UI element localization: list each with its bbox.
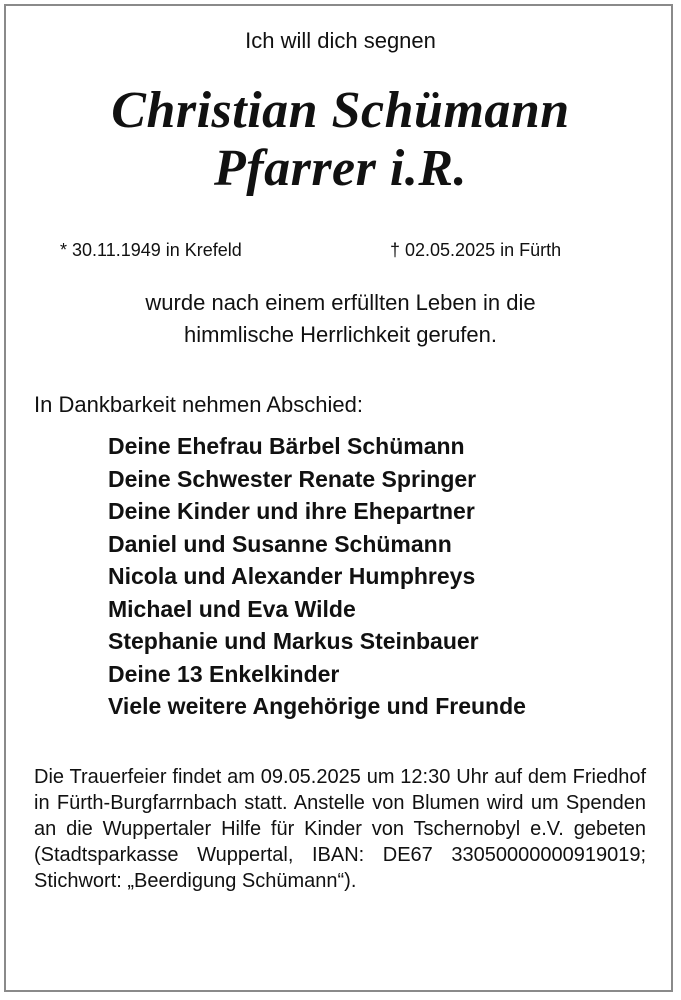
deceased-name-block (0, 82, 681, 198)
mourner-item: Deine 13 Enkelkinder (108, 660, 340, 687)
funeral-notice: Die Trauerfeier findet am 09.05.2025 um 12:30 Uhr auf dem Friedhof in Fürth-Burgfarrnbach statt. Anstelle von Blumen wird um Spenden an die Wuppertaler Hilfe für Kinder von Tschernobyl e.V. gebeten (Stadtsparkasse Wuppertal, IBAN: DE67 33050000000919019; Stichwort: „Beerdigung Schümann“). (34, 766, 646, 892)
birth-date: * 30.11.1949 in Krefeld (60, 240, 242, 260)
header-verse: Ich will dich segnen (245, 28, 436, 53)
mourner-item: Deine Ehefrau Bärbel Schümann (108, 433, 465, 459)
deceased-title: Pfarrer i.R. (214, 140, 467, 197)
death-date: † 02.05.2025 in Fürth (390, 240, 562, 260)
mourner-item: Stephanie und Markus Steinbauer (108, 628, 479, 654)
mourner-item: Michael und Eva Wilde (108, 595, 356, 622)
deceased-name: Christian Schümann (111, 82, 570, 139)
mourner-item: Deine Schwester Renate Springer (108, 465, 477, 492)
memorial-phrase-line-2: himmlische Herrlichkeit gerufen. (184, 322, 497, 347)
memorial-phrase (0, 287, 681, 351)
mourner-item: Viele weitere Angehörige und Freunde (108, 693, 526, 719)
mourner-item: Daniel und Susanne Schümann (108, 530, 452, 557)
memorial-phrase-line-1: wurde nach einem erfüllten Leben in die (145, 290, 536, 315)
farewell-intro: In Dankbarkeit nehmen Abschied: (34, 392, 363, 417)
mourner-item: Nicola und Alexander Humphreys (108, 563, 476, 589)
mourners-list (108, 430, 526, 723)
mourner-item: Deine Kinder und ihre Ehepartner (108, 498, 475, 524)
